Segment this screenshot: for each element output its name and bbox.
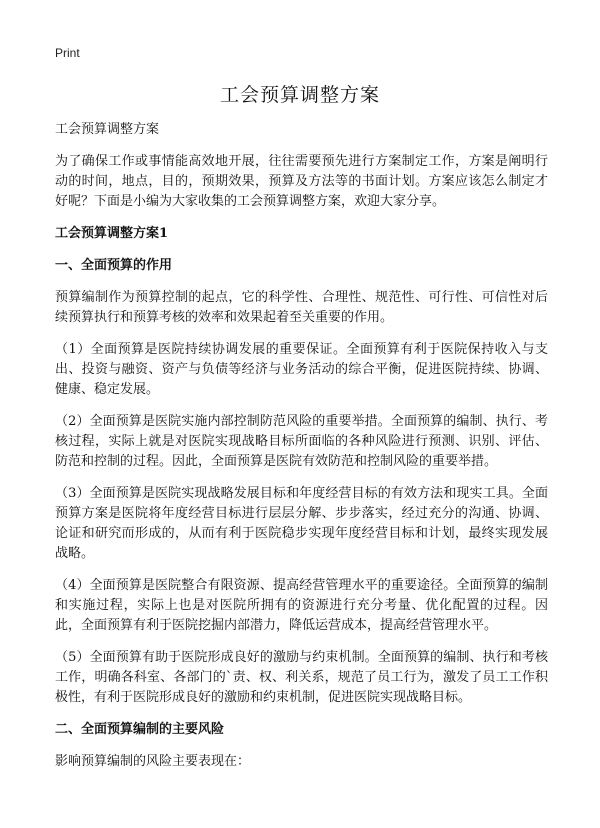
section-heading-2: 二、全面预算编制的主要风险 bbox=[55, 722, 225, 737]
document-subtitle: 工会预算调整方案 bbox=[55, 122, 160, 137]
list-item: （2）全面预算是医院实施内部控制防范风险的重要举措。全面预算的编制、执行、考核过程，实际上就是对医院实现战略目标所面临的各种风险进行预测、识别、评估、防范和控制的过程。因此，全面预算是医院有效防范和控制风险的重要举措。 bbox=[55, 414, 548, 469]
list-item: （4）全面预算是医院整合有限资源、提高经营管理水平的重要途径。全面预算的编制和实施过程，实际上也是对医院所拥有的资源进行充分考量、优化配置的过程。因此，全面预算有利于医院挖掘内部潜力，降低运营成本，提高经营管理水平。 bbox=[55, 578, 548, 633]
document-title: 工会预算调整方案 bbox=[219, 84, 380, 106]
section-2-paragraph: 影响预算编制的风险主要表现在： bbox=[55, 754, 251, 769]
section-1-paragraph: 预算编制作为预算控制的起点，它的科学性、合理性、规范性、可行性、可信性对后续预算执行和预算考核的效率和效果起着至关重要的作用。 bbox=[55, 290, 548, 325]
intro-paragraph: 为了确保工作或事情能高效地开展，往往需要预先进行方案制定工作，方案是阐明行动的时间，地点，目的，预期效果，预算及方法等的书面计划。方案应该怎么制定才好呢？下面是小编为大家收集的工会预算调整方案，欢迎大家分享。 bbox=[55, 154, 548, 209]
section-heading-1: 一、全面预算的作用 bbox=[55, 258, 173, 273]
list-item: （1）全面预算是医院持续协调发展的重要保证。全面预算有利于医院保持收入与支出、投资与融资、资产与负债等经济与业务活动的综合平衡，促进医院持续、协调、健康、稳定发展。 bbox=[55, 342, 548, 397]
article-heading: 工会预算调整方案1 bbox=[55, 226, 169, 241]
list-item: （3）全面预算是医院实现战略发展目标和年度经营目标的有效方法和现实工具。全面预算方案是医院将年度经营目标进行层层分解、步步落实，经过充分的沟通、协调、论证和研究而形成的，从而有利于医院稳步实现年度经营目标和计划，最终实现发展战略。 bbox=[55, 486, 548, 561]
list-item: （5）全面预算有助于医院形成良好的激励与约束机制。全面预算的编制、执行和考核工作，明确各科室、各部门的`责、权、利关系，规范了员工行为，激发了员工工作积极性，有利于医院形成良好的激励和约束机制，促进医院实现战略目标。 bbox=[55, 650, 548, 705]
document-body bbox=[55, 120, 548, 784]
print-link[interactable]: Print bbox=[55, 46, 80, 60]
